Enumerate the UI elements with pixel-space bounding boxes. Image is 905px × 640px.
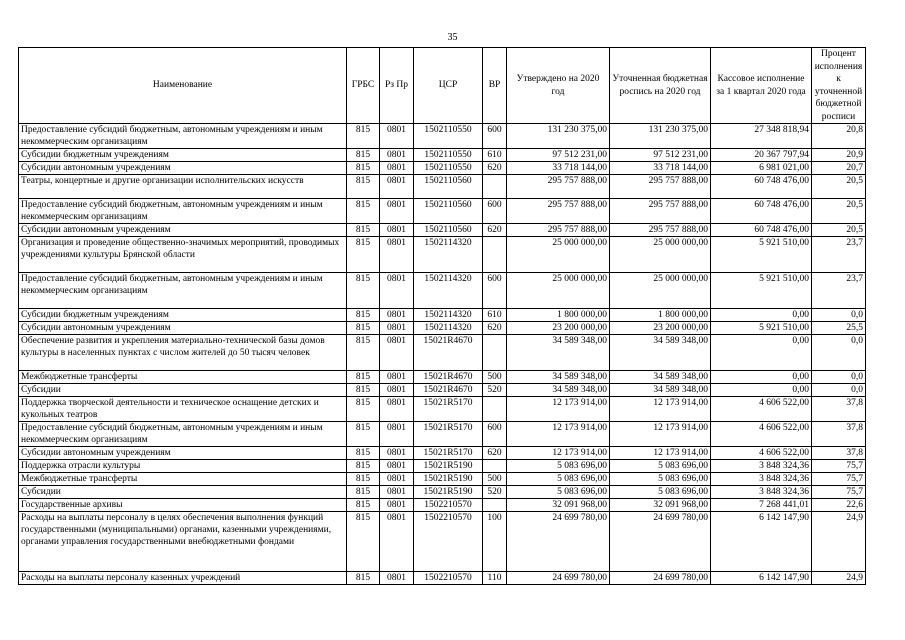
cell-vr: 520 <box>483 384 507 397</box>
cell-csr: 15021R5190 <box>414 473 483 486</box>
cell-approved: 34 589 348,00 <box>507 384 610 397</box>
cell-cash: 5 921 510,00 <box>711 322 812 335</box>
table-row <box>19 224 866 237</box>
cell-csr: 1502110550 <box>414 162 483 175</box>
cell-name: Театры, концертные и другие организации исполнительских искусств <box>19 175 347 199</box>
cell-name: Предоставление субсидий бюджетным, автономным учреждениям и иным некоммерческим организациям <box>19 199 347 224</box>
table-row <box>19 162 866 175</box>
cell-vr: 600 <box>483 422 507 447</box>
budget-execution-table <box>18 47 866 585</box>
table-row <box>19 499 866 512</box>
cell-vr: 100 <box>483 512 507 572</box>
cell-refined: 34 589 348,00 <box>610 384 711 397</box>
cell-percent: 37,8 <box>812 447 866 460</box>
cell-vr <box>483 237 507 273</box>
cell-name: Субсидии автономным учреждениям <box>19 322 347 335</box>
cell-grbs: 815 <box>347 309 380 322</box>
cell-refined: 34 589 348,00 <box>610 371 711 384</box>
table-row <box>19 309 866 322</box>
cell-rzpr: 0801 <box>380 237 414 273</box>
cell-csr: 1502114320 <box>414 237 483 273</box>
cell-csr: 1502110550 <box>414 124 483 149</box>
cell-approved: 12 173 914,00 <box>507 397 610 422</box>
cell-grbs: 815 <box>347 199 380 224</box>
cell-refined: 12 173 914,00 <box>610 447 711 460</box>
cell-rzpr: 0801 <box>380 460 414 473</box>
cell-rzpr: 0801 <box>380 371 414 384</box>
cell-grbs: 815 <box>347 499 380 512</box>
cell-rzpr: 0801 <box>380 384 414 397</box>
cell-vr: 620 <box>483 322 507 335</box>
cell-approved: 12 173 914,00 <box>507 447 610 460</box>
header-refined: Уточненная бюджетная роспись на 2020 год <box>610 48 711 124</box>
cell-csr: 1502210570 <box>414 512 483 572</box>
cell-vr: 620 <box>483 162 507 175</box>
cell-vr: 520 <box>483 486 507 499</box>
cell-percent: 20,5 <box>812 175 866 199</box>
table-row <box>19 384 866 397</box>
cell-csr: 1502110560 <box>414 224 483 237</box>
header-row <box>19 48 866 124</box>
cell-grbs: 815 <box>347 335 380 371</box>
cell-cash: 20 367 797,94 <box>711 149 812 162</box>
cell-csr: 1502110560 <box>414 175 483 199</box>
cell-rzpr: 0801 <box>380 572 414 585</box>
cell-rzpr: 0801 <box>380 447 414 460</box>
cell-grbs: 815 <box>347 322 380 335</box>
table-row <box>19 199 866 224</box>
table-row <box>19 371 866 384</box>
cell-cash: 4 606 522,00 <box>711 422 812 447</box>
cell-csr: 15021R4670 <box>414 371 483 384</box>
cell-percent: 0,0 <box>812 384 866 397</box>
cell-rzpr: 0801 <box>380 273 414 309</box>
cell-cash: 4 606 522,00 <box>711 447 812 460</box>
cell-approved: 5 083 696,00 <box>507 486 610 499</box>
cell-grbs: 815 <box>347 175 380 199</box>
cell-name: Субсидии автономным учреждениям <box>19 447 347 460</box>
cell-cash: 0,00 <box>711 335 812 371</box>
cell-name: Расходы на выплаты персоналу в целях обеспечения выполнения функций государственными (муниципальными) органами, казенными учреждениями, органами управления государственными внебюджетными фондами <box>19 512 347 572</box>
cell-approved: 25 000 000,00 <box>507 273 610 309</box>
table-body <box>19 124 866 585</box>
cell-refined: 32 091 968,00 <box>610 499 711 512</box>
cell-vr: 600 <box>483 273 507 309</box>
table-row <box>19 397 866 422</box>
cell-cash: 0,00 <box>711 309 812 322</box>
cell-name: Субсидии бюджетным учреждениям <box>19 149 347 162</box>
cell-name: Обеспечение развития и укрепления материально-технической базы домов культуры в населенных пунктах с числом жителей до 50 тысяч человек <box>19 335 347 371</box>
cell-vr <box>483 499 507 512</box>
header-approved: Утверждено на 2020 год <box>507 48 610 124</box>
cell-percent: 20,9 <box>812 149 866 162</box>
cell-refined: 25 000 000,00 <box>610 273 711 309</box>
cell-grbs: 815 <box>347 149 380 162</box>
cell-vr: 620 <box>483 224 507 237</box>
cell-percent: 75,7 <box>812 473 866 486</box>
cell-vr: 500 <box>483 473 507 486</box>
cell-approved: 295 757 888,00 <box>507 175 610 199</box>
cell-vr: 610 <box>483 149 507 162</box>
cell-percent: 20,7 <box>812 162 866 175</box>
cell-cash: 0,00 <box>711 371 812 384</box>
cell-vr: 500 <box>483 371 507 384</box>
cell-name: Предоставление субсидий бюджетным, автономным учреждениям и иным некоммерческим организациям <box>19 124 347 149</box>
cell-csr: 15021R5170 <box>414 447 483 460</box>
cell-grbs: 815 <box>347 473 380 486</box>
table-row <box>19 447 866 460</box>
cell-grbs: 815 <box>347 237 380 273</box>
cell-percent: 24,9 <box>812 512 866 572</box>
cell-vr <box>483 335 507 371</box>
cell-csr: 15021R4670 <box>414 335 483 371</box>
cell-approved: 32 091 968,00 <box>507 499 610 512</box>
cell-rzpr: 0801 <box>380 397 414 422</box>
table-row <box>19 175 866 199</box>
cell-approved: 97 512 231,00 <box>507 149 610 162</box>
cell-csr: 1502210570 <box>414 572 483 585</box>
cell-grbs: 815 <box>347 422 380 447</box>
cell-refined: 295 757 888,00 <box>610 224 711 237</box>
cell-rzpr: 0801 <box>380 149 414 162</box>
cell-vr <box>483 460 507 473</box>
cell-refined: 34 589 348,00 <box>610 335 711 371</box>
cell-name: Субсидии <box>19 486 347 499</box>
cell-percent: 23,7 <box>812 237 866 273</box>
cell-cash: 6 142 147,90 <box>711 572 812 585</box>
cell-percent: 75,7 <box>812 460 866 473</box>
cell-grbs: 815 <box>347 447 380 460</box>
cell-approved: 33 718 144,00 <box>507 162 610 175</box>
cell-cash: 27 348 818,94 <box>711 124 812 149</box>
cell-cash: 6 981 021,00 <box>711 162 812 175</box>
cell-cash: 7 268 441,01 <box>711 499 812 512</box>
cell-cash: 5 921 510,00 <box>711 237 812 273</box>
cell-rzpr: 0801 <box>380 499 414 512</box>
cell-rzpr: 0801 <box>380 162 414 175</box>
table-row <box>19 473 866 486</box>
cell-refined: 97 512 231,00 <box>610 149 711 162</box>
cell-approved: 25 000 000,00 <box>507 237 610 273</box>
cell-csr: 15021R5170 <box>414 397 483 422</box>
cell-percent: 0,0 <box>812 371 866 384</box>
cell-percent: 22,6 <box>812 499 866 512</box>
table-row <box>19 422 866 447</box>
cell-name: Поддержка отрасли культуры <box>19 460 347 473</box>
cell-cash: 60 748 476,00 <box>711 224 812 237</box>
page-number: 35 <box>447 32 458 43</box>
cell-approved: 34 589 348,00 <box>507 335 610 371</box>
cell-name: Расходы на выплаты персоналу казенных учреждений <box>19 572 347 585</box>
cell-refined: 5 083 696,00 <box>610 460 711 473</box>
cell-refined: 131 230 375,00 <box>610 124 711 149</box>
cell-grbs: 815 <box>347 124 380 149</box>
header-rzpr: Рз Пр <box>380 48 414 124</box>
cell-vr: 110 <box>483 572 507 585</box>
cell-refined: 295 757 888,00 <box>610 175 711 199</box>
cell-cash: 5 921 510,00 <box>711 273 812 309</box>
cell-grbs: 815 <box>347 273 380 309</box>
cell-vr: 600 <box>483 199 507 224</box>
cell-name: Субсидии автономным учреждениям <box>19 162 347 175</box>
cell-approved: 5 083 696,00 <box>507 460 610 473</box>
cell-name: Межбюджетные трансферты <box>19 371 347 384</box>
cell-name: Государственные архивы <box>19 499 347 512</box>
cell-cash: 60 748 476,00 <box>711 199 812 224</box>
cell-percent: 0,0 <box>812 309 866 322</box>
cell-refined: 1 800 000,00 <box>610 309 711 322</box>
cell-rzpr: 0801 <box>380 175 414 199</box>
cell-percent: 20,5 <box>812 224 866 237</box>
cell-csr: 1502110550 <box>414 149 483 162</box>
cell-rzpr: 0801 <box>380 486 414 499</box>
table-row <box>19 486 866 499</box>
cell-grbs: 815 <box>347 486 380 499</box>
cell-rzpr: 0801 <box>380 322 414 335</box>
cell-name: Межбюджетные трансферты <box>19 473 347 486</box>
cell-percent: 75,7 <box>812 486 866 499</box>
cell-cash: 3 848 324,36 <box>711 486 812 499</box>
cell-approved: 23 200 000,00 <box>507 322 610 335</box>
cell-csr: 15021R5190 <box>414 460 483 473</box>
cell-percent: 37,8 <box>812 397 866 422</box>
cell-grbs: 815 <box>347 572 380 585</box>
table-row <box>19 460 866 473</box>
header-percent: Процент исполнения к уточненной бюджетной росписи <box>812 48 866 124</box>
header-name: Наименование <box>19 48 347 124</box>
cell-rzpr: 0801 <box>380 473 414 486</box>
table-row <box>19 273 866 309</box>
cell-approved: 295 757 888,00 <box>507 224 610 237</box>
cell-cash: 3 848 324,36 <box>711 460 812 473</box>
cell-refined: 5 083 696,00 <box>610 473 711 486</box>
cell-grbs: 815 <box>347 162 380 175</box>
cell-rzpr: 0801 <box>380 422 414 447</box>
cell-refined: 24 699 780,00 <box>610 512 711 572</box>
cell-csr: 15021R5190 <box>414 486 483 499</box>
cell-refined: 23 200 000,00 <box>610 322 711 335</box>
cell-grbs: 815 <box>347 224 380 237</box>
cell-name: Организация и проведение общественно-значимых мероприятий, проводимых учреждениями культуры Брянской области <box>19 237 347 273</box>
cell-approved: 5 083 696,00 <box>507 473 610 486</box>
cell-name: Субсидии бюджетным учреждениям <box>19 309 347 322</box>
cell-refined: 33 718 144,00 <box>610 162 711 175</box>
cell-rzpr: 0801 <box>380 335 414 371</box>
cell-approved: 24 699 780,00 <box>507 512 610 572</box>
cell-percent: 0,0 <box>812 335 866 371</box>
cell-grbs: 815 <box>347 384 380 397</box>
cell-approved: 24 699 780,00 <box>507 572 610 585</box>
cell-vr: 600 <box>483 124 507 149</box>
cell-csr: 1502114320 <box>414 322 483 335</box>
cell-name: Предоставление субсидий бюджетным, автономным учреждениям и иным некоммерческим организациям <box>19 422 347 447</box>
cell-percent: 23,7 <box>812 273 866 309</box>
cell-csr: 1502210570 <box>414 499 483 512</box>
cell-approved: 131 230 375,00 <box>507 124 610 149</box>
cell-percent: 20,5 <box>812 199 866 224</box>
table-row <box>19 335 866 371</box>
cell-grbs: 815 <box>347 460 380 473</box>
cell-rzpr: 0801 <box>380 124 414 149</box>
table-header <box>19 48 866 124</box>
cell-vr <box>483 397 507 422</box>
table-row <box>19 322 866 335</box>
table-row <box>19 237 866 273</box>
table-row <box>19 572 866 585</box>
cell-csr: 15021R4670 <box>414 384 483 397</box>
cell-cash: 4 606 522,00 <box>711 397 812 422</box>
cell-cash: 3 848 324,36 <box>711 473 812 486</box>
cell-refined: 24 699 780,00 <box>610 572 711 585</box>
cell-approved: 12 173 914,00 <box>507 422 610 447</box>
cell-cash: 6 142 147,90 <box>711 512 812 572</box>
cell-approved: 1 800 000,00 <box>507 309 610 322</box>
cell-percent: 20,8 <box>812 124 866 149</box>
cell-approved: 295 757 888,00 <box>507 199 610 224</box>
cell-csr: 15021R5170 <box>414 422 483 447</box>
cell-percent: 37,8 <box>812 422 866 447</box>
cell-percent: 25,5 <box>812 322 866 335</box>
cell-rzpr: 0801 <box>380 199 414 224</box>
header-csr: ЦСР <box>414 48 483 124</box>
cell-name: Предоставление субсидий бюджетным, автономным учреждениям и иным некоммерческим организациям <box>19 273 347 309</box>
cell-vr <box>483 175 507 199</box>
header-grbs: ГРБС <box>347 48 380 124</box>
cell-percent: 24,9 <box>812 572 866 585</box>
cell-rzpr: 0801 <box>380 512 414 572</box>
table-row <box>19 149 866 162</box>
cell-cash: 0,00 <box>711 384 812 397</box>
header-cash: Кассовое исполнение за 1 квартал 2020 года <box>711 48 812 124</box>
cell-name: Поддержка творческой деятельности и техническое оснащение детских и кукольных театров <box>19 397 347 422</box>
cell-cash: 60 748 476,00 <box>711 175 812 199</box>
cell-rzpr: 0801 <box>380 309 414 322</box>
table-row <box>19 512 866 572</box>
cell-vr: 610 <box>483 309 507 322</box>
cell-refined: 295 757 888,00 <box>610 199 711 224</box>
cell-refined: 5 083 696,00 <box>610 486 711 499</box>
cell-vr: 620 <box>483 447 507 460</box>
cell-csr: 1502114320 <box>414 273 483 309</box>
cell-csr: 1502110560 <box>414 199 483 224</box>
cell-refined: 12 173 914,00 <box>610 422 711 447</box>
cell-grbs: 815 <box>347 371 380 384</box>
cell-csr: 1502114320 <box>414 309 483 322</box>
cell-grbs: 815 <box>347 512 380 572</box>
cell-refined: 12 173 914,00 <box>610 397 711 422</box>
cell-name: Субсидии автономным учреждениям <box>19 224 347 237</box>
cell-refined: 25 000 000,00 <box>610 237 711 273</box>
cell-approved: 34 589 348,00 <box>507 371 610 384</box>
header-vr: ВР <box>483 48 507 124</box>
table-row <box>19 124 866 149</box>
cell-rzpr: 0801 <box>380 224 414 237</box>
cell-grbs: 815 <box>347 397 380 422</box>
cell-name: Субсидии <box>19 384 347 397</box>
